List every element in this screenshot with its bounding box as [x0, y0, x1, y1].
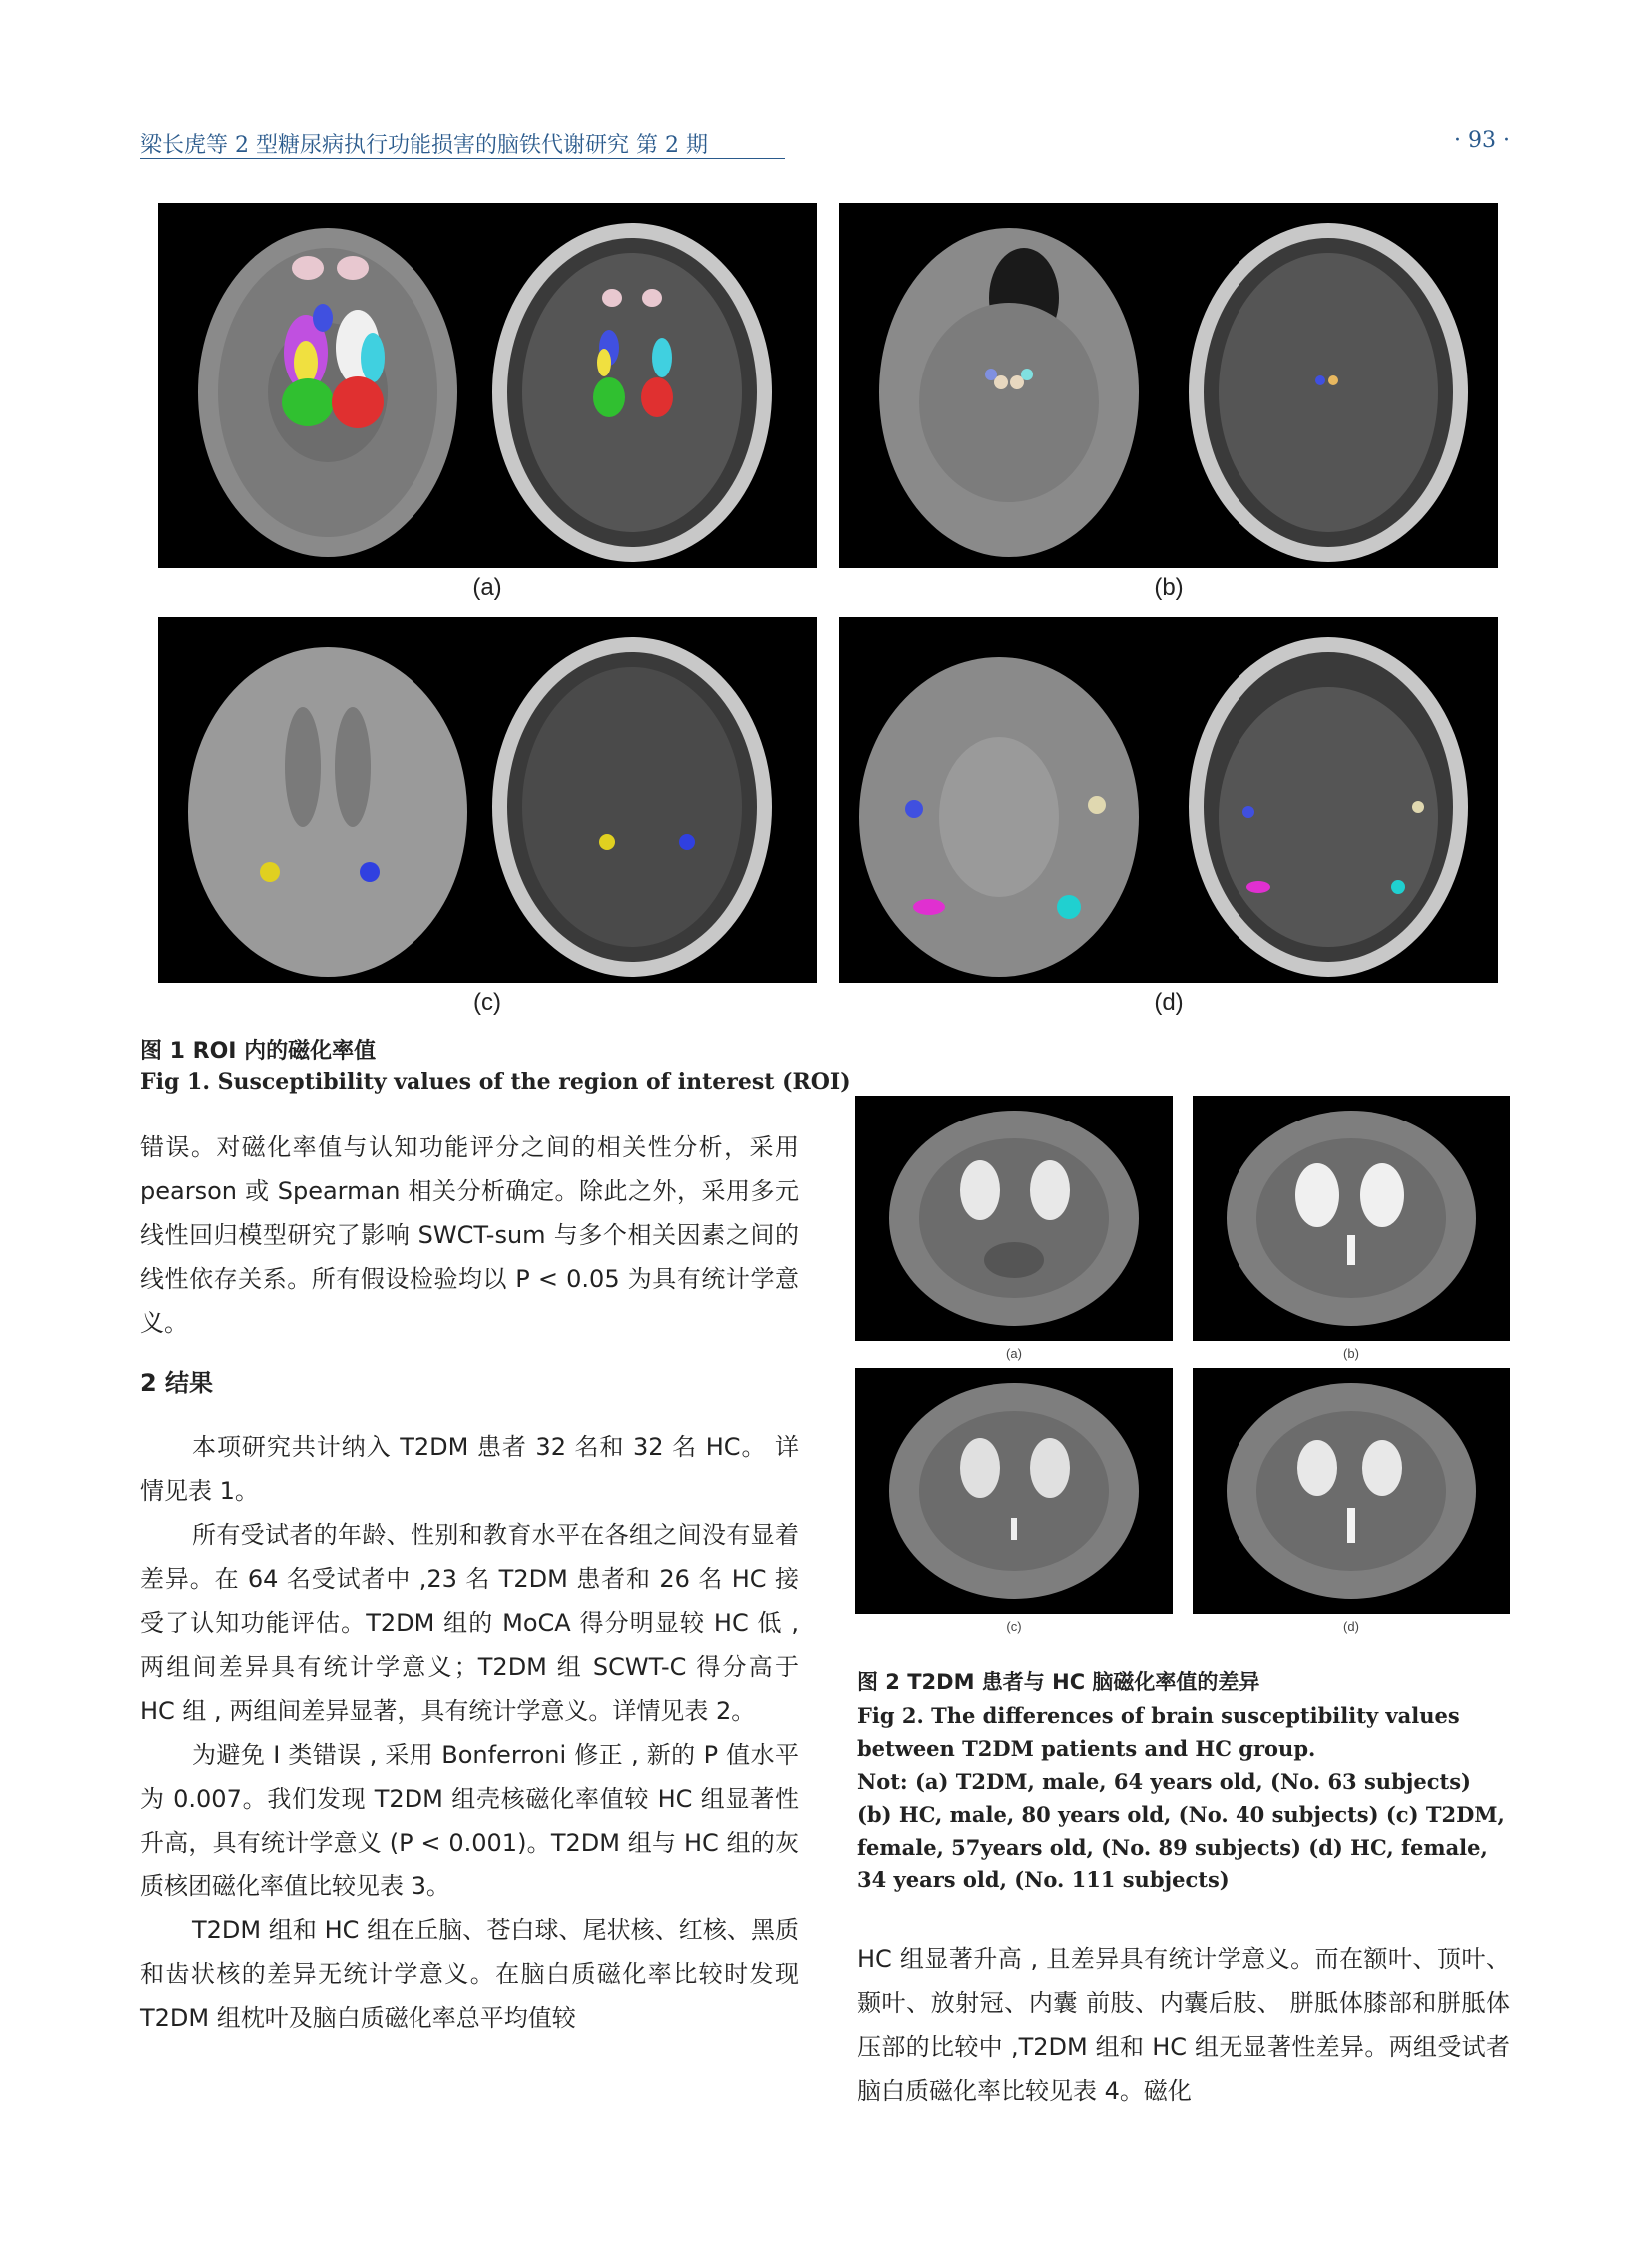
paragraph: 本项研究共计纳入 T2DM 患者 32 名和 32 名 HC。 详情见表 1。 — [140, 1433, 799, 1505]
figure-1-caption-en: Fig 1. Susceptibility values of the region of interest (ROI) — [140, 1069, 851, 1095]
figure-1-panel-c — [158, 617, 817, 983]
figure-2-caption-cn: 图 2 T2DM 患者与 HC 脑磁化率值的差异 — [857, 1670, 1260, 1694]
mri-swi-hc-female — [1193, 1368, 1510, 1614]
mri-qsm-and-t1-basal-ganglia — [158, 203, 817, 568]
figure-2-caption-en: Fig 2. The differences of brain susceptibility values between T2DM patients and HC group. — [857, 1703, 1460, 1761]
right-column-text — [857, 1937, 1510, 2113]
figure-2-label-a: (a) — [1006, 1346, 1022, 1361]
header-rule — [140, 158, 785, 159]
figure-2-panel-a — [855, 1096, 1173, 1341]
figure-2-label-c: (c) — [1006, 1619, 1022, 1634]
figure-2-note: Not: (a) T2DM, male, 64 years old, (No. 63 subjects) (b) HC, male, 80 years old, (No. 40 subjects) (c) T2DM, female, 57years old, (No. 89 subjects) (d) HC, female, 34 years old, (No. 111 subjects) — [857, 1769, 1505, 1892]
paragraph: 错误。对磁化率值与认知功能评分之间的相关性分析，采用 pearson 或 Spearman 相关分析确定。除此之外，采用多元线性回归模型研究了影响 SWCT-sum 与多个相关因素之间的线性依存关系。所有假设检验均以 P < 0.05 为具有统计学意义。 — [140, 1133, 799, 1337]
figure-2-panel-d — [1193, 1368, 1510, 1614]
figure-1-label-d: (d) — [1154, 989, 1184, 1016]
paragraph: 为避免 I 类错误 , 采用 Bonferroni 修正 , 新的 P 值水平为 0.007。我们发现 T2DM 组壳核磁化率值较 HC 组显著性升高，具有统计学意义 (P < 0.001)。T2DM 组与 HC 组的灰质核团磁化率值比较见表 3。 — [140, 1741, 799, 1900]
mri-qsm-and-t1-midbrain — [839, 203, 1498, 568]
section-heading: 2 结果 — [140, 1369, 214, 1397]
page-number: · 93 · — [1454, 128, 1510, 153]
mri-swi-hc-male — [1193, 1096, 1510, 1341]
running-header — [140, 128, 1510, 160]
left-column-text — [140, 1125, 799, 2040]
figure-2-label-b: (b) — [1343, 1346, 1359, 1361]
paragraph: HC 组显著升高 , 且差异具有统计学意义。而在额叶、顶叶、颞叶、放射冠、内囊 前肢、内囊后肢、 胼胝体膝部和胼胝体压部的比较中 ,T2DM 组和 HC 组无显著性差异。两组受试者脑白质磁化率比较见表 4。磁化 — [857, 1945, 1510, 2105]
figure-1-label-b: (b) — [1154, 574, 1184, 601]
figure-2-caption — [857, 1666, 1510, 1896]
mri-swi-t2dm-female — [855, 1368, 1173, 1614]
figure-1-caption-cn: 图 1 ROI 内的磁化率值 — [140, 1039, 377, 1064]
mri-swi-t2dm-male — [855, 1096, 1173, 1341]
figure-2 — [855, 1096, 1510, 1635]
paragraph: 所有受试者的年龄、性别和教育水平在各组之间没有显着差异。在 64 名受试者中 ,23 名 T2DM 患者和 26 名 HC 接受了认知功能评估。T2DM 组的 MoCA 得分明显较 HC 低 , 两组间差异具有统计学意义；T2DM 组 SCWT-C 得分高于 HC 组 , 两组间差异显著，具有统计学意义。详情见表 2。 — [140, 1521, 799, 1725]
mri-qsm-and-t1-cortical-rois — [839, 617, 1498, 983]
figure-1-label-a: (a) — [472, 574, 502, 601]
figure-2-panel-c — [855, 1368, 1173, 1614]
running-title: 梁长虎等 2 型糖尿病执行功能损害的脑铁代谢研究 第 2 期 — [140, 133, 708, 158]
mri-qsm-and-t1-white-matter — [158, 617, 817, 983]
figure-1-panel-b — [839, 203, 1498, 568]
figure-1 — [158, 203, 1498, 1025]
figure-1-panel-d — [839, 617, 1498, 983]
paragraph: T2DM 组和 HC 组在丘脑、苍白球、尾状核、红核、黑质和齿状核的差异无统计学意义。在脑白质磁化率比较时发现 T2DM 组枕叶及脑白质磁化率总平均值较 — [140, 1916, 799, 2032]
figure-2-label-d: (d) — [1343, 1619, 1359, 1634]
figure-1-panel-a — [158, 203, 817, 568]
figure-2-panel-b — [1193, 1096, 1510, 1341]
figure-1-label-c: (c) — [473, 989, 501, 1016]
